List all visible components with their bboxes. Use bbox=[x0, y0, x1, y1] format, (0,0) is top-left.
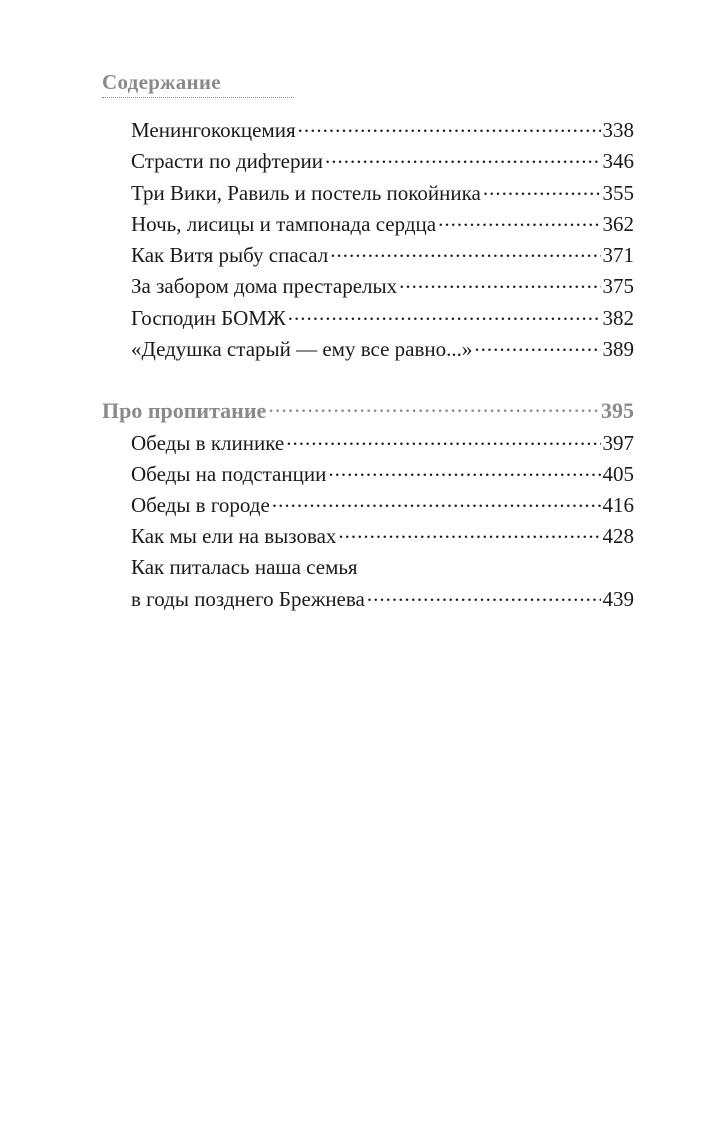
toc-entry[interactable] bbox=[131, 147, 634, 174]
toc-section[interactable] bbox=[102, 396, 634, 425]
toc-entry-title: Обеды в городе bbox=[131, 493, 270, 517]
toc-entry-title: Менингококцемия bbox=[131, 118, 296, 142]
dot-leader bbox=[288, 304, 601, 325]
toc-entry[interactable] bbox=[131, 460, 634, 487]
running-head-underline bbox=[102, 97, 294, 98]
toc-entry[interactable] bbox=[131, 304, 634, 331]
toc-entry-title: «Дедушка старый — ему все равно...» bbox=[131, 337, 473, 361]
toc-entry-page: 375 bbox=[602, 274, 634, 298]
running-head bbox=[102, 70, 221, 95]
toc-entry-page: 439 bbox=[602, 587, 634, 611]
dot-leader bbox=[286, 429, 600, 450]
running-head-text: Содержание bbox=[102, 70, 221, 94]
dot-leader bbox=[367, 585, 601, 606]
toc-entry-title: Три Вики, Равиль и постель покойника bbox=[131, 181, 481, 205]
dot-leader bbox=[268, 396, 599, 418]
toc-entry-page: 371 bbox=[602, 243, 634, 267]
toc-entry-page: 362 bbox=[602, 212, 634, 236]
toc-entry[interactable] bbox=[131, 429, 634, 456]
toc-entry-title: Как Витя рыбу спасал bbox=[131, 243, 329, 267]
toc-entry-title: Обеды в клинике bbox=[131, 431, 285, 455]
toc-entry-title: За забором дома престарелых bbox=[131, 274, 398, 298]
dot-leader bbox=[483, 179, 601, 200]
toc-entry-page: 346 bbox=[602, 149, 634, 173]
toc-entry-title: Как мы ели на вызовах bbox=[131, 524, 337, 548]
toc-entry[interactable] bbox=[131, 210, 634, 237]
toc-entry-page: 416 bbox=[602, 493, 634, 517]
toc-entry-title: в годы позднего Брежнева bbox=[131, 587, 365, 611]
toc-entry[interactable] bbox=[131, 272, 634, 299]
toc-entry-title: Господин БОМЖ bbox=[131, 306, 286, 330]
dot-leader bbox=[338, 522, 600, 543]
toc-entry-page: 397 bbox=[602, 431, 634, 455]
toc-entry-title: Обеды на подстанции bbox=[131, 462, 327, 486]
dot-leader bbox=[330, 241, 600, 262]
toc-entry-first-line: Как питалась наша семья bbox=[131, 555, 358, 579]
dot-leader bbox=[325, 147, 601, 168]
toc-entry-title: Ночь, лисицы и тампонада сердца bbox=[131, 212, 437, 236]
toc-entry[interactable] bbox=[131, 335, 634, 362]
toc-entry[interactable] bbox=[131, 179, 634, 206]
dot-leader bbox=[474, 335, 600, 356]
dot-leader bbox=[438, 210, 600, 231]
dot-leader bbox=[298, 116, 601, 137]
toc-entry[interactable] bbox=[131, 241, 634, 268]
dot-leader bbox=[272, 491, 601, 512]
toc-entry-page: 428 bbox=[602, 524, 634, 548]
toc-entry-page: 382 bbox=[602, 306, 634, 330]
toc-entry[interactable] bbox=[131, 585, 634, 612]
toc-entry[interactable] bbox=[131, 522, 634, 549]
toc-entry[interactable] bbox=[131, 491, 634, 518]
toc-entry-page: 338 bbox=[602, 118, 634, 142]
toc-section-title: Про пропитание bbox=[102, 398, 267, 423]
toc-entry-title: Страсти по дифтерии bbox=[131, 149, 323, 173]
toc-section-page: 395 bbox=[601, 398, 634, 423]
toc-entry-page: 405 bbox=[602, 462, 634, 486]
toc-entry[interactable] bbox=[131, 116, 634, 143]
toc-entry-page: 389 bbox=[602, 337, 634, 361]
dot-leader bbox=[328, 460, 600, 481]
dot-leader bbox=[399, 272, 600, 293]
toc-entry-page: 355 bbox=[602, 181, 634, 205]
